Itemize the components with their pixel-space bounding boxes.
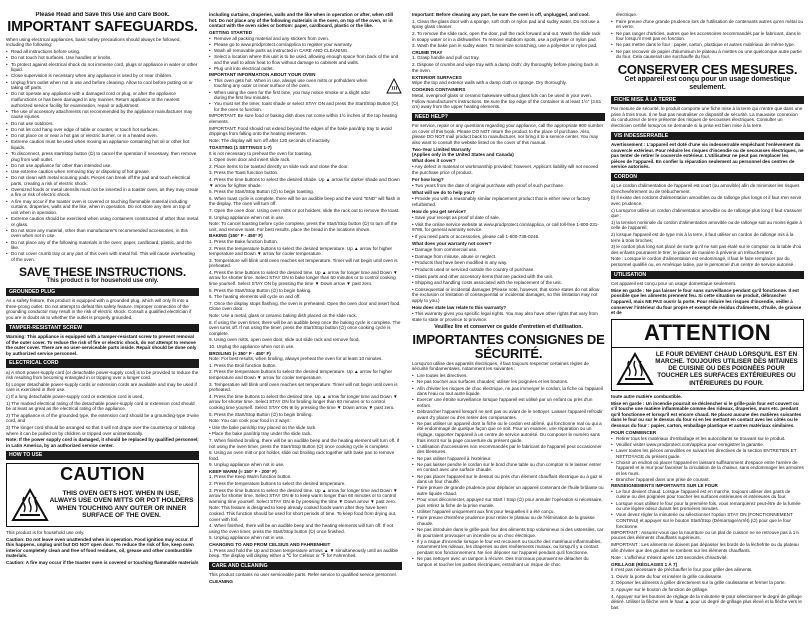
toasting-steps — [209, 151, 402, 233]
french-intro: Lorsqu'on utilise des appareils électriques, il faut toujours respecter certaines règles de sécurité fondamentales, notamment les suivantes : — [412, 360, 589, 372]
section-band-utilisation: UTILISATION — [611, 271, 804, 279]
attention-heading: ATTENTION — [612, 320, 803, 348]
list-item: • To disconnect, press start/stop button (⏻) to cancel the operation if necessary, then remove plug from wall outlet. — [6, 151, 199, 162]
cord-para: b) Longer detachable power-supply cords or extension cords are available and may be used if care is exercised in their use. — [6, 381, 197, 393]
warranty-answer: • Damage from commercial use. — [412, 247, 478, 253]
display-note: Note : L'afficheur s'éteint après 120 secondes d'inactivité. — [611, 554, 728, 560]
french-continued-list — [611, 19, 804, 60]
list-item: • To protect against electrical shock do not immerse cord, plugs or appliance in water or other liquid. — [6, 62, 199, 73]
list-item: • Ne pas mettre dans le four : papier, carton, plastique et autres matériaux de même type. — [611, 42, 804, 48]
celsius-text: 1. Press and hold the Up and Down temperature arrows ▲ ▼ simultaneously until an audible beep. The display will display either a ℃ for Celsius or ℉ for Fahrenheit. — [209, 547, 399, 559]
important-info-heading: IMPORTANT INFORMATION ABOUT YOUR OVEN — [209, 72, 316, 78]
list-item: • Faire preuve d'extrême prudence pour retirer le plateau ou de l'élimination de la graisse chaude. — [412, 515, 605, 526]
safeguards-list — [6, 49, 199, 262]
household-note: This product is for household use only. — [6, 529, 85, 535]
list-item: • Remove all packing material and any stickers from oven. — [209, 36, 402, 42]
step: • Use the bake pan/drip tray placed on the slide rack. — [209, 424, 317, 430]
step: 1. Ouvrir la porte du four et insérer la grille coulissante. — [611, 573, 723, 579]
list-item: • You must set the timer, toast shade or select STAY ON and press the Start/Stop Button (⏻) for the oven to function. — [209, 101, 402, 112]
cordon-para: b) Il existe des cordons d'alimentation amovibles ou de rallonge plus longs et il faut s'en servir avec prudence. — [611, 195, 802, 207]
list-item: • Plug unit into electrical outlet. — [209, 66, 402, 72]
vis-text: Avertissement : L'appareil est doté d'une vis indesserrable empêchant l'enlèvement du couvercle extérieur. Pour réduire les risques d'incendie ou de secousses électriques, ne pas tenter de retirer le couvercle extérieur. L'utilisateur ne peut pas remplacer les pièces de l'appareil. En confier la réparation seulement au personnel des centres de service autorisés. — [611, 141, 804, 170]
step: 8. If using the oven timer, there will be an audible beep once the baking cycle is complete. The oven turns off. If not using the timer, press the Start/Stop button (⏻) once cooking cycle is complete. — [209, 319, 401, 336]
warranty-answer: • Consequential or incidental damages (Please note, however, that some states do not allow the exclusion or limitation of consequential or incidental damages, so this limitation may not apply to you.) — [412, 286, 600, 303]
important-note: IMPORTANT : Les aliments ne doivent pas dépasser les bords de la lèchefrite ou du plateau afin d'éviter que des gouttes ne tombent sur les éléments chauffants. — [611, 542, 799, 553]
cordon-note: Note : Lorsque le cordon d'alimentation est endommagé, il faut le faire remplacer par du personnel qualifié ou, en Amérique latine, par le personnel d'un centre de service autorisé. — [611, 256, 795, 267]
keep-notice: Please Read and Save this Use and Care Book. — [35, 12, 170, 18]
step: 5. Press the Start/Stop Button (⏻) to begin toasting. — [209, 189, 315, 195]
list-item: • Extreme caution should be exercised when using containers constructed of other than metal or glass. — [6, 216, 199, 227]
column-4 — [611, 12, 804, 624]
cord-para: 2) The appliance is of the grounded type, the extension cord should be a grounding-type 3-wire cord, and — [6, 412, 199, 424]
warranty-answer: • Provide you with a reasonably similar replacement product that is either new or factory refurbished. — [412, 196, 591, 208]
warranty-answer: • This warranty gives you specific legal rights. You may also have other rights that vary from state to state or province to province. — [412, 311, 598, 322]
list-item: • Unplug from outlet when not in use and before cleaning. Allow to cool before putting on or taking off parts. — [6, 80, 199, 91]
step: 6. When toast cycle is complete, there will be an audible beep and the word "END" will flash in the display. The oven will turn off. — [209, 195, 401, 207]
warranty-question: What will we do to help you? — [412, 189, 475, 195]
caution-text: THIS OVEN GETS HOT. WHEN IN USE, ALWAYS USE OVEN MITTS OR POT HOLDERS WHEN TOUCHING ANY OUTER OR INNER SURFACE OF THE OVEN. — [49, 489, 194, 520]
cordon-para: 3) le cordon plus long soit placé de sorte qu'il ne soit pas étalé sur le comptoir ou la table d'où des enfants pourraient le tirer, le placer de manière à prévenir un trébuchement. — [611, 244, 802, 255]
containers-heading: COOKING CONTAINERS — [412, 87, 466, 93]
step: 1. Grasp handle and pull out tray. — [412, 55, 480, 61]
step: 5. Press the Start/Stop Button (⏻) to begin broiling. — [209, 411, 313, 417]
warranty-answer: • Shipping and handling costs associated with the replacement of the unit. — [412, 280, 562, 286]
list-item: • Do not store any material, other than manufacturer's recommended accessories, in this oven when not in use. — [6, 228, 199, 239]
list-item: • Faire preuve d'une grande prudence lors de l'utilisation de contenants autres qu'en métal ou en verre. — [611, 19, 804, 30]
step: 4. Press the time buttons to select the desired shade. Up ▲ arrow for darker shade and Down ▼ arrow for lighter shade. — [209, 176, 400, 188]
step: 9. Unplug appliance when not in use. — [209, 462, 285, 468]
caution-heading: CAUTION — [60, 463, 145, 484]
list-item: • Brancher l'appareil dans une prise de courant. — [611, 477, 804, 483]
list-item: • Ne pas toucher aux surfaces chaudes; utiliser les poignées et les boutons. — [412, 379, 605, 385]
cord-para: 1) The marked electrical rating of the detachable power-supply cord or extension cord should be at least as great as the electrical rating of the appliance. — [6, 400, 195, 412]
step: 1. Press the Bake function button. — [209, 238, 278, 244]
continued-text: including curtains, draperies, walls and the like when in operation or after, when still hot. Do not place any of the following materials in the oven, on top of the oven, or in contact with the oven sides or bottom: paper, cardboard, plastic or the like. — [209, 12, 394, 29]
warranty-question: How do you get service? — [412, 208, 467, 214]
baking-heading: BAKING (150° F - 450° F) — [209, 233, 263, 239]
display-note: Note: The display will turn off after 120 seconds of inactivity. — [209, 138, 331, 144]
step: Il n'est pas nécessaire de préchauffer le four pour griller des aliments. — [611, 567, 753, 573]
getting-started-heading: GETTING STARTED — [209, 30, 253, 36]
section-band-need-help: NEED HELP? — [412, 113, 605, 121]
utilisation-warning: Mise en garde : Ne pas laisser le four sans surveillance pendant qu'il fonctionne. Il est possible que les aliments prennent feu. Si cette situation se produit, débrancher l'appareil, mais NE PAS ouvrir la porte. Pour réduire les risques d'incendie, veiller à conserver l'intérieur du four propre et exempt de résidus d'aliments, d'huile, de graisse et de — [611, 287, 802, 316]
list-item: • Wash all removable parts as instructed in CARE AND CLEANING. — [209, 48, 402, 54]
list-item: • Ne pas nettoyer avec un tampon à récurer. Des morceaux pourraient se détacher du tampon et toucher les parties électriques, entraînant un risque de choc — [412, 556, 605, 567]
list-item: • Use extreme caution when removing tray or disposing of hot grease. — [6, 169, 199, 175]
cleaning-heading: CLEANING — [209, 579, 233, 585]
section-band-care: CARE AND CLEANING — [209, 562, 402, 570]
baking-steps — [209, 239, 402, 350]
hot-surface-icon — [616, 352, 654, 386]
step: 3. Press the Toast function button. — [209, 170, 279, 176]
care-text: This product contains no user serviceable parts. Refer service to qualified service personnel. — [209, 572, 397, 578]
list-item: • Laver toutes les pièces amovibles en suivant les directives de la section ENTRETIEN ET NETTOYAGE du présent guide. — [611, 448, 804, 459]
grillage-heading: GRILLAGE (RÉGLAGES 1 À 7) — [611, 561, 678, 567]
warranty-sub: (Applies only in the United States and Canada) — [412, 152, 514, 158]
step: Note: This feature is designed to keep already cooked foods warm after they have been cooked. This function should be used for short periods of time. To keep food from drying out, cover with foil. — [209, 505, 397, 522]
safeguards-intro: When using electrical appliances, basic safety precautions should always be followed, including the following: — [6, 36, 181, 48]
important-note: IMPORTANT: Be sure food or baking dish does not come within 1½ inches of the top heating elements. — [209, 113, 398, 124]
list-item: • Do not place any of the following materials in the oven: paper, cardboard, plastic, and the like. — [6, 240, 199, 251]
list-item: • Oversized foods or metal utensils must not be inserted in a toaster oven, as they may create a fire or risk of electric shock. — [6, 187, 199, 198]
step: 1. Press the Keep Warm function button. — [209, 474, 292, 480]
list-item: • Do not place on or near a hot gas or electric burner, or in a heated oven. — [6, 133, 199, 139]
list-item: • Do not let cord hang over edge of table or counter, or touch hot surfaces. — [6, 127, 199, 133]
caution-body — [7, 486, 198, 526]
household-notice: This product is for household use only. — [46, 277, 159, 284]
list-item: • Ne pas utiliser l'appareil à l'extérieur. — [412, 456, 605, 462]
step: 3. Temperature will blink until oven reaches set temperature. Timer will not begin until oven is preheated. — [209, 257, 398, 269]
renseignements-list — [611, 489, 804, 529]
list-item: • Ne pas ranger d'articles, autres que les accessoires recommandés par le fabricant, dans le four lorsqu'il n'est pas en fonction. — [611, 31, 804, 42]
step: 2. Place items to be toasted directly on slide rack and close the door. — [209, 163, 349, 169]
warranty-answer: • Two years from the date of original purchase with proof of such purchase. — [412, 183, 565, 189]
list-item: • Read all instructions before using. — [6, 49, 199, 55]
list-item: • Do not use appliance for other than intended use. — [6, 163, 199, 169]
list-item: • Select a location where this unit is to be used, allowing enough space from back of the unit and the wall to allow heat to flow without damage to cabinets and walls. — [209, 54, 402, 65]
step: 3. Press the time buttons to select the desired time. Up ▲ arrow for longer time and Down ▼ arrow for shorter time. Select STAY ON ⊕ to keep warm longer than 60 minutes or to control warming time yourself. Select STAY ON ⊕ by pressing the time ▼ Down arrow ▼ past zero. — [209, 487, 398, 504]
important-info-list — [209, 78, 402, 113]
getting-started-list — [209, 36, 402, 72]
list-item: • Close supervision is necessary when any appliance is used by or near children. — [6, 73, 199, 79]
section-band-cordon: CORDON — [611, 173, 804, 181]
continued-text: électrique. — [616, 12, 638, 17]
list-item: • Lorsque vous utilisez le four pour la première fois, vous remarquerez peut-être de la fumée ou une légère odeur durant les premières minutes. — [611, 501, 804, 512]
list-item: • Do not clean with metal scouring pads. Pieces can break off the pad and touch electrical parts, creating a risk of electric shock. — [6, 175, 199, 186]
list-item: • Do not use outdoors. — [6, 121, 199, 127]
cord-para: a) A short power-supply cord (or detachable power-supply cord) is to be provided to reduce the risk resulting from becoming entangled in or tripping over a longer cord. — [6, 369, 199, 381]
section-band-how-to-use: HOW TO USE — [6, 451, 199, 459]
save-instructions-heading: SAVE THESE INSTRUCTIONS. — [19, 264, 186, 279]
fire-warning: Mise en garde : Un incendie pourrait se déclencher si le grille-pain four est couvert ou s'il touche une matière inflammable comme des rideaux, draperies, murs etc. pendant qu'il fonctionne et lorsqu'il est encore chaud. Ne placez aucune des matières suivantes dans le four ou sur le dessus du four ni en les mettant en contact avec les côtés ou le dessous du four : papier, carton, emballage plastique et autres matériaux similaires. — [611, 400, 802, 429]
list-item: • Ne pas recouvrir de papier d'aluminium le plateau à miettes ou une quelconque autre partie du four. Cela causerait une surchauffe du four. — [611, 49, 804, 60]
warranty-answer: • Save your receipt as proof of date of sale. — [412, 215, 500, 221]
attention-box — [611, 319, 804, 391]
cord-text — [6, 370, 199, 449]
column-3 — [412, 12, 605, 624]
list-item: • Choisir un endroit où placer l'appareil en laissant suffisamment d'espace entre l'arrière de l'appareil et le mur pour favoriser la circulation de la chaleur, sans endommager les armoires et les murs. — [611, 460, 804, 477]
french-household-notice: Cet appareil est conçu pour un usage domestique seulement. — [624, 75, 791, 92]
step: 4. When finished, there will be an audible beep and the heating elements will turn off. If not using the oven timer, press the Start/Stop button (⏻) once finished. — [209, 523, 394, 534]
step: 4. Press the time buttons to select the desired time. Up ▲ arrow for longer time and Down ▼ arrow for shorter time. Select STAY ON to bake longer than 60 minutes or to control cooking time yourself. Select STAY ON by pressing the time ▼ Down arrow ▼ past zero. — [209, 269, 398, 287]
after-attention: toute autre matière combustible. — [611, 393, 682, 399]
cordon-para: a) Le cordon d'alimentation de l'appareil est court (ou amovible) afin de minimiser les risques d'enchevêtrement ou de trébuchement. — [611, 183, 800, 194]
section-band-fiche: FICHE MISE À LA TERRE — [611, 96, 804, 104]
step: 2. Press the temperature buttons to select the desired temperature. Up ▲ arrow for higher temperature and Down ▼ arrow for cooler temperature. — [209, 369, 393, 380]
step: 1. Open oven door and insert slide rack. — [209, 157, 291, 163]
list-item: • Ne pas utiliser un appareil dont la fiche ou le cordon est abîmé, qui fonctionne mal ou qui a été endommagé de quelque façon que ce soit. Pour un examen, une réparation ou un réglage, rapporter l'appareil à un centre de service autorisé. Ou composer le numéro sans frais inscrit sur la page couverture du présent guide. — [412, 421, 605, 443]
french-safeguards-list — [412, 373, 605, 567]
step: Note: You can cook your food in 2 ways: — [209, 418, 291, 424]
step: 7. Open the oven door. Using oven mitts or pot holders, slide the rack out to remove the toast. — [209, 207, 400, 213]
step: 2. Press the temperature buttons to select the desired temperature. Up ▲ arrow for higher temperature and Down ▼ arrow for cooler temperature. — [209, 245, 393, 257]
warranty-question: For how long? — [412, 176, 444, 182]
warranty-answer: • Damage from misuse, abuse or neglect. — [412, 253, 497, 259]
list-item: • Faire preuve de grande prudence pour déplacer un appareil contenant de l'huile brûlante ou autre liquide chaud. — [412, 485, 605, 496]
warranty-question: What does your warranty not cover? — [412, 240, 492, 246]
section-band-grounded-plug: GROUNDED PLUG — [6, 288, 199, 296]
list-item: • Ne pas laisser pendre le cordon sur le bord d'une table ou d'un comptoir ni le laisser entrer en contact avec une surface chaude. — [412, 462, 605, 473]
cord-para: 3) The longer cord should be arranged so that it will not drape over the countertop or tabletop where it can be pulled on by children or tripped over unintentionally. — [6, 424, 196, 436]
warranty-heading: Two-Year Limited Warranty — [412, 146, 471, 152]
caution-box — [6, 463, 199, 527]
warranty-answer: • Visit the online service website at www.prodprotect.com/applica, or call toll-free 1-800-231-9786, for general warranty service. — [412, 221, 599, 233]
keep-warm-steps — [209, 474, 402, 541]
step: 9. Using oven mitts, open oven door, slide out slide rack and remove food. — [209, 337, 360, 343]
list-item: • Ne pas introduire dans le grille-pain four des aliments trop volumineux ni des ustensiles, car ils pourraient provoquer un incendie ou un choc électrique. — [412, 527, 605, 538]
grillage-steps — [611, 567, 804, 610]
french-safeguards-heading-1: IMPORTANTES CONSIGNES DE — [412, 331, 605, 347]
list-item: • Veuillez visiter www.prodprotect.com/applica pour enregistrer la garantie. — [611, 442, 804, 448]
step: 1. Clean the glass door with a sponge, soft cloth or nylon pad and sudsy water. Do not use a spray glass cleaner. — [412, 18, 600, 30]
cord-note: Note: If the power supply cord is damaged, it should be replaced by qualified personnel; in Latin America, by an authorized service center. — [6, 437, 199, 448]
cordon-text — [611, 183, 804, 267]
step: 2. Déposer les aliments à griller directement sur la grille coulissante et fermer la porte. — [611, 580, 786, 586]
list-item: • Lire toutes les directives. — [412, 373, 605, 379]
step: 7. Once the display stops flashing, the oven is preheated. Open the oven door and insert food. Close oven door. — [209, 300, 401, 312]
list-item: • Débrancher l'appareil lorsqu'il ne sert pas ou avant de le nettoyer. Laisser l'appareil refroidir avant d'y placer ou d'en retirer des composantes. — [412, 409, 605, 420]
caution-note: Caution: A fire may occur if the toaster oven is covered or touching flammable materials — [6, 560, 199, 566]
caution-note: Caution: Do not leave oven unattended when in operation. Food ignition may occur. If this happens, unplug unit but DO NOT open door. To reduce the risk of fire, keep oven interior completely clean and free of food residues, oil, grease and other combustible materials. — [6, 536, 194, 559]
attention-text: LE FOUR DEVIENT CHAUD LORSQU'IL EST EN MARCHE. TOUJOURS UTILISER DES MITAINES DE CUISINE OU DES POIGNÉES POUR TOUCHER LES SURFACES EXTÉRIEURES OU INTÉRIEURES DU FOUR. — [655, 350, 798, 387]
list-item: • Exercer une étroite surveillance lorsque l'appareil est utilisé par un enfant ou près d'un enfant. — [412, 397, 605, 408]
exterior-heading: EXTERIOR SURFACES — [412, 74, 462, 80]
list-item: • Retirer tous les matériaux d'emballage et les autocollants se trouvant sur le produit. — [611, 436, 804, 442]
warranty-answer: • Glass parts and other accessory items that are packed with the unit. — [412, 273, 554, 279]
cord-para: c) If a long detachable power-supply cord or extension cord is used, — [6, 394, 144, 400]
list-item: • Il y a risque d'incendie lorsque le four est recouvert ou touche des matériaux inflammables, notamment les rideaux, les draperies ou des revêtements muraux, ou lorsqu'il y a contact pendant son fonctionnement. Ne rien déposer sur l'appareil pendant qu'il fonctionne. — [412, 539, 605, 556]
containers-text: Metal, ovenproof glass or ceramic bakeware without glass lids can be used in your oven. Follow manufacturer's instructions. Be sure the top edge of the container is at least 1½" (3.81 cm) away from the upper heating elements. — [412, 92, 602, 110]
renseignements-heading: RENSEIGNEMENTS IMPORTANTS SUR LE FOUR — [611, 483, 718, 489]
list-item: • Do not touch hot surfaces. Use handles or knobs. — [6, 55, 199, 61]
celsius-heading: CHANGING TO AND FROM CELSIUS AND FAHRENHEIT — [209, 542, 331, 547]
list-item: • Do not operate any appliance with a damaged cord or plug, or after the appliance malfunctions or has been damaged in any manner. Return appliance to the nearest authorized service facility for examination, repair or adjustment. — [6, 91, 199, 108]
french-keep-notice: Veuillez lire et conserver ce guide d'entretien et d'utilisation. — [434, 324, 583, 331]
step: 6. The heating elements will cycle on and off. — [209, 294, 301, 300]
french-safeguards-heading-2: SÉCURITÉ. — [474, 345, 543, 361]
grounded-plug-text: As a safety feature, this product is equipped with a grounded plug, which will only fit into a three-prong outlet. Do not attempt to defeat this safety feature. Improper connection of the grounding conductor may result in the risk of electric shock. Consult a qualified electrician if you are in doubt as to whether the outlet is properly grounded. — [6, 298, 192, 320]
attention-body — [612, 348, 803, 390]
french-save-heading: CONSERVER CES MESURES. — [617, 61, 798, 77]
important-note: IMPORTANT : Assurez-vous que la nourriture ou un plat de cuisson ne se retrouve pas à 1½ pouces des éléments chauffants supérieurs. — [611, 529, 800, 541]
step: 8. Unplug appliance when not in use. — [209, 214, 285, 220]
step: 2. Press the temperature buttons to select the desired temperature. — [209, 481, 346, 487]
fiche-text: Par mesure de sécurité, le produit comporte une fiche mise à la terre qui n'entre que dans une prise à trois trous. Il ne faut pas neutraliser ce dispositif de sécurité. La mauvaise connexion du conducteur de terre présente des risques de secousses électriques. Consulter un électricien certifié lorsqu'on se demande si la prise est bien mise à la terre. — [611, 106, 803, 129]
step: 2. Dispose of crumbs and wipe tray with a damp cloth; dry thoroughly before placing back in the oven. — [412, 62, 599, 73]
step: It is not necessary to preheat the oven for toasting. — [209, 150, 313, 156]
step: 3. Temperature will blink until oven reaches set temperature. Timer will not begin until oven is preheated. — [209, 381, 398, 393]
warranty-answer: • Any defect in material or workmanship provided; however, Applica's liability will not exceed the purchase price of product. — [412, 164, 599, 176]
step: 5. Press the Start/Stop Button (⏻) to begin baking. — [209, 287, 312, 293]
list-item: • Le four devient chaud. Lorsque l'appareil est en marche, toujours utiliser des gants de cuisine ou des poignées pour toucher les surfaces extérieures et intérieures du four. — [611, 489, 804, 500]
section-band-electrical-cord: ELECTRICAL CORD — [6, 359, 199, 367]
hot-surface-icon — [11, 488, 49, 522]
list-item: • Afin d'éviter les risques de choc électrique, ne pas immerger le cordon, la fiche ou l'appareil dans l'eau ou tout autre liquide. — [412, 386, 605, 397]
list-item: • Please go to www.prodprotect.com/applica to register your warranty. — [209, 42, 402, 48]
section-band-tamper-screw: TAMPER-RESISTANT SCREW — [6, 324, 199, 332]
step: 4. Appuyer sur les boutons de réglage de la minuterie ⊕ pour sélectionner le degré de grillage désiré. Utiliser la flèche vers le haut ▲ pour un degré de grillage plus élevé et la flèche vers le bas — [611, 593, 802, 610]
step: 7. When finished broiling, there will be an audible beep and the heating element will turn off. If not using the oven timer, press the Start/Stop Button (⏻) once cooking cycle is complete. — [209, 437, 400, 449]
baking-note: Note: Use a metal, glass or ceramic baking dish placed on the slide rack. — [209, 313, 358, 319]
list-item: • Pour vous déconnecter, appuyez sur Start / Stop (⏻) pour annuler l'opération si nécessaire, puis retirez la fiche de la prise murale. — [412, 497, 605, 508]
list-item: • The use of accessory attachments not recommended by the appliance manufacturer may cause injuries. — [6, 109, 199, 120]
list-item: • Vous devez régler la minuterie ou sélectionner l'option STAY ON (FONCTIONNEMENT CONTINU) et appuyer sur le bouton Start/Stop (Démarrage/Arrêt) (⏻) pour que le four fonctionne. — [611, 512, 804, 529]
cordon-para: 2) lorsque l'appareil est de type mis à la terre, il faut utiliser un cordon de rallonge mis à la terre à trois broches; — [611, 232, 794, 243]
list-item: • Do not cover crumb tray or any part of this oven with metal foil. This will cause overheating of the oven. — [6, 251, 199, 262]
crumb-tray-heading: CRUMB TRAY — [412, 49, 443, 55]
safeguards-heading: IMPORTANT SAFEGUARDS. — [7, 19, 198, 36]
step: 5. Unplug appliance when not in use. — [209, 535, 285, 541]
step: 3. Appuyer sur le bouton de fonction de grillage. — [611, 587, 709, 593]
pour-commencer-heading: POUR COMMENCER — [611, 429, 657, 435]
step: 2. To remove the slide rack, open the door, pull the rack forward and out. Wash the slide rack in soapy water or in a dishwasher. To remove stubborn spots, use a polyester or nylon pad. — [412, 31, 601, 42]
column-1 — [6, 12, 199, 624]
warranty-body — [412, 158, 605, 322]
cordon-para: c) Lorsqu'on utilise un cordon d'alimentation amovible ou de rallonge plus long il faut s'assurer que : — [611, 207, 803, 219]
broiling-steps — [209, 356, 402, 468]
utilisation-text: Cet appareil est conçu pour un usage domestique seulement. — [611, 280, 737, 286]
broiling-heading: BROILING (≈ 350° F - 450° F) — [209, 350, 271, 356]
step: Note: For best results, when broiling, always preheat the oven for at least 10 minutes. — [209, 356, 383, 362]
warranty-answer: • Products that have been modified in any way. — [412, 260, 508, 266]
tamper-screw-text: Warning: This appliance is equipped with a tamper-resistant screw to prevent removal of the outer cover. To reduce the risk of fire or electric shock, do not attempt to remove the outer cover. There are no user-serviceable parts inside. Repair should be done only by authorized service personnel. — [6, 333, 197, 356]
cordon-para: 1) la tension nominale du cordon d'alimentation amovible ou de rallonge soit au moins égale à celle de l'appareil; — [611, 219, 802, 231]
exterior-text: Wipe the top and exterior walls with a damp cloth or sponge. Dry thoroughly. — [412, 80, 567, 86]
toasting-note: Note: To cancel toasting before cycle complete, press the Start/Stop button (⏻) to turn off the unit, and remove toast. For best results, place the bread in the locations shown. — [209, 221, 398, 232]
step: 4. Press the time buttons to select the desired time. Up ▲ arrow for longer time and Down ▼ arrow for shorter time. Select STAY ON for broiling longer than 60 minutes or to control cooking time yourself. Select STAY ON ⊕ by pressing the time ▼ Down arrow ▼ past zero. — [209, 393, 398, 410]
section-band-vis: VIS INDESSERRABLE — [611, 132, 804, 140]
cleaning-steps — [412, 19, 605, 49]
pour-commencer-list — [611, 436, 804, 483]
list-item: • Ne pas placer l'appareil sur le dessus ou près d'un élément chauffant électrique ou à gaz ni dans un four chauffé. — [412, 474, 605, 485]
step: • Place the bake pan/drip tray under the slide rack. — [209, 431, 312, 437]
step: 8. Using an oven mitt or pot holder, slide out broiling rack together with bake pan to remove food. — [209, 450, 395, 461]
important-note: IMPORTANT: Food should not extend beyond the edges of the bake pan/drip tray to avoid drippings from falling onto the heating elements. — [209, 125, 392, 137]
toasting-heading: TOASTING (1 SETTINGS 1-7) — [209, 145, 272, 150]
need-help-text: For service, repair or any questions regarding your appliance, call the appropriate 800 number on cover of this book. Please DO NOT return the product to the place of purchase. Also, please DO NOT mail product back to manufacturer, nor bring it to a service center. You may also want to consult the website listed on the cover of this manual. — [412, 123, 604, 145]
step: 1. Press the Broil function button. — [209, 362, 277, 368]
step: 10. Unplug the appliance when not in use. — [209, 344, 295, 349]
warranty-question: What does it cover? — [412, 157, 456, 163]
step: 3. Wash the bake pan in sudsy water. To minimize scratching, use a polyester or nylon pad. — [412, 43, 598, 49]
warranty-question: How does state law relate to this warranty? — [412, 304, 507, 310]
list-item: • A fire may occur if the toaster oven is covered or touching flammable material including curtains, draperies, walls and the like, when in operation. Do not store any item on top of unit when in operation. — [6, 199, 199, 216]
list-item: • Utiliser l'appareil uniquement aux fins pour lesquelles il a été conçu. — [412, 509, 605, 515]
list-item: • L'utilisation d'accessoires non recommandés par le fabricant de l'appareil peut occasionner des blessures. — [412, 444, 605, 455]
warranty-answer: • If you need parts or accessories, please call 1-800-738-0245. — [412, 234, 540, 240]
list-item: • When using the oven for the first time, you may notice smoke or a slight odor during the first few minutes. — [209, 90, 402, 101]
list-item: • This oven gets hot. When in use, always use oven mitts or potholders when touching any outer or inner surface of the oven. — [209, 78, 402, 89]
list-item: • Extreme caution must be used when moving an appliance containing hot oil or other hot liquids. — [6, 139, 199, 150]
cleaning-important: Important: Before cleaning any part, be sure the oven is off, unplugged, and cool. — [412, 12, 590, 17]
keep-warm-heading: KEEP WARM (≈ 150° F - 200° F) — [209, 468, 277, 474]
warranty-answer: • Products used or serviced outside the country of purchase. — [412, 266, 535, 272]
column-2 — [209, 12, 402, 624]
